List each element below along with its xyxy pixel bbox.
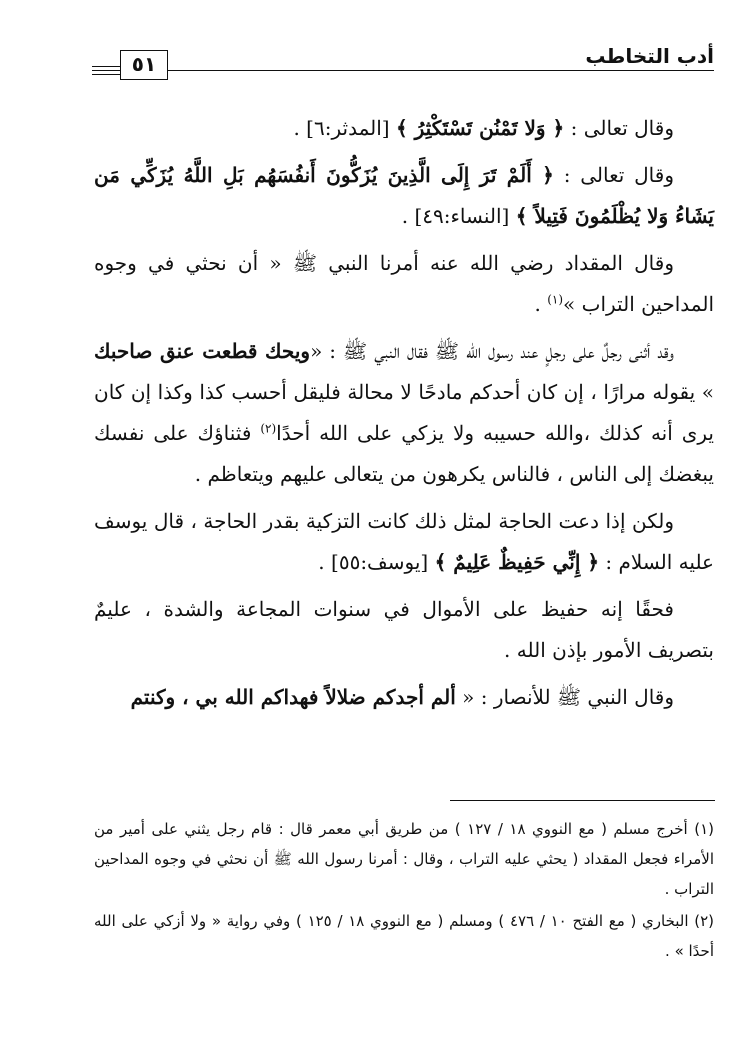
header-rule bbox=[92, 70, 714, 71]
verse-reference: [المدثر:٦] . bbox=[293, 116, 396, 140]
paragraph bbox=[94, 331, 714, 495]
paragraph-lead: وقال النبي ﷺ للأنصار : « bbox=[455, 685, 674, 709]
paragraph bbox=[94, 677, 714, 718]
paragraph-lead: وقال تعالى : bbox=[564, 116, 674, 140]
header-rule-left-bottom bbox=[92, 74, 120, 75]
footnote: (٢) البخاري ( مع الفتح ١٠ / ٤٧٦ ) ومسلم ( مع النووي ١٨ / ١٢٥ ) وفي رواية « ولا أزكي على الله أحدًا » . bbox=[94, 912, 715, 960]
paragraph-text: فحقًا إنه حفيظ على الأموال في سنوات المجاعة والشدة ، عليمٌ بتصريف الأمور بإذن الله . bbox=[94, 597, 714, 662]
paragraph bbox=[94, 155, 714, 237]
header-rule-left-top bbox=[92, 66, 120, 67]
running-title: أدب التخاطب bbox=[585, 44, 714, 68]
verse-reference: [يوسف:٥٥] . bbox=[318, 550, 435, 574]
page-number: ٥١ bbox=[120, 50, 168, 80]
paragraph-text: » يقوله مرارًا ، إن كان أحدكم مادحًا لا محالة فليقل أحسب كذا وكذا إن كان يرى أنه كذلك ،والله حسيبه ولا يزكي على الله أحدًا bbox=[94, 380, 714, 445]
main-text bbox=[94, 108, 714, 724]
footnote-marker: (٢) bbox=[260, 421, 277, 436]
paragraph-text: وقال المقداد رضي الله عنه أمرنا النبي ﷺ « أن نحثي في وجوه المداحين التراب » bbox=[94, 251, 714, 316]
page-header bbox=[92, 40, 714, 84]
paragraph bbox=[94, 589, 714, 671]
paragraph-lead: وقد أثنى رجلٌ على رجلٍ عند رسول الله ﷺ فقال النبي ﷺ : « bbox=[310, 339, 674, 363]
footnote: (١) أخرج مسلم ( مع النووي ١٨ / ١٢٧ ) من طريق أبي معمر قال : قام رجل يثني على أمير من الأمراء فجعل المقداد ( يحثي عليه التراب ، وقال : أمرنا رسول الله ﷺ أن نحثي في وجوه المداحين التراب . bbox=[94, 820, 714, 898]
verse-reference: [النساء:٤٩] . bbox=[401, 204, 516, 228]
paragraph bbox=[94, 243, 714, 325]
paragraph-tail: . bbox=[534, 292, 548, 316]
quran-verse: ﴿ أَلَمْ تَرَ إِلَى الَّذِينَ يُزَكُّونَ أَنفُسَهُم بَلِ اللَّهُ يُزَكِّي مَن يَشَاءُ وَلا يُظْلَمُونَ فَتِيلاً ﴾ bbox=[94, 163, 714, 228]
paragraph-lead: ولكن إذا دعت الحاجة لمثل ذلك كانت التزكية بقدر الحاجة ، قال يوسف عليه السلام : bbox=[94, 509, 714, 574]
quran-verse: ﴿ وَلا تَمْنُن تَسْتَكْثِرُ ﴾ bbox=[395, 116, 565, 140]
quran-verse: ﴿ إِنِّي حَفِيظٌ عَلِيمٌ ﴾ bbox=[434, 550, 600, 574]
paragraph-lead: وقال تعالى : bbox=[553, 163, 674, 187]
footnotes bbox=[94, 814, 714, 968]
hadith-quote: ألم أجدكم ضلالاً فهداكم الله بي ، وكنتم bbox=[130, 685, 456, 709]
paragraph bbox=[94, 501, 714, 583]
paragraph-tail: فثناؤك على نفسك يبغضك إلى الناس ، فالناس يكرهون من يتعالى عليهم ويتعاظم . bbox=[94, 421, 714, 486]
hadith-quote: ويحك قطعت عنق صاحبك bbox=[94, 339, 311, 363]
paragraph bbox=[94, 108, 714, 149]
footnote-separator bbox=[450, 800, 715, 801]
footnote-marker: (١) bbox=[547, 292, 564, 307]
